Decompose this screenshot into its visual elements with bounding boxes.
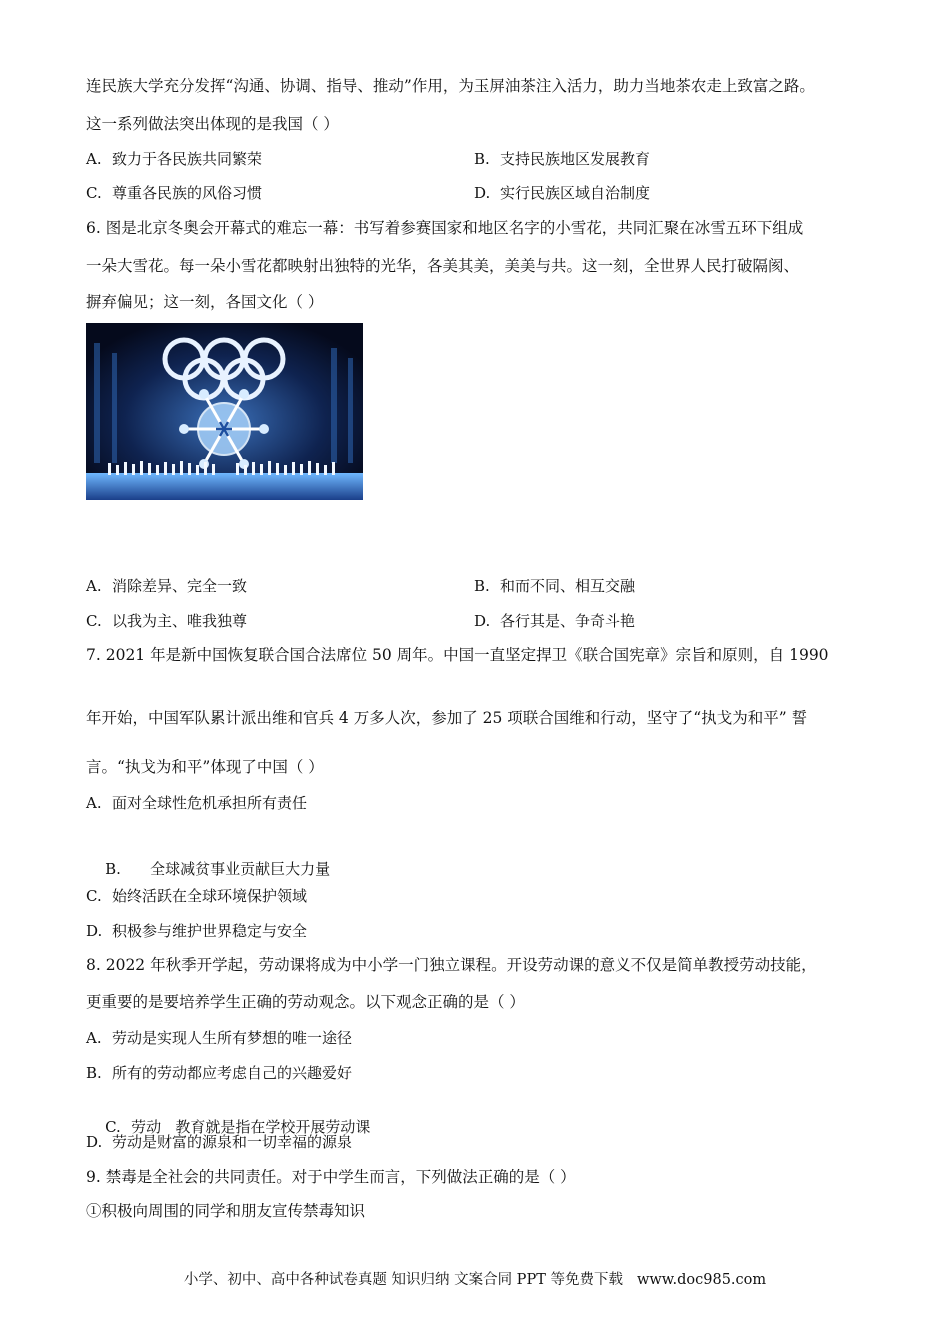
q8-stem-line-1: 8. 2022 年秋季开学起，劳动课将成为中小学一门独立课程。开设劳动课的意义不仅是简单教授劳动技能，	[86, 956, 817, 974]
q6-option-a	[86, 576, 247, 596]
q7-option-a	[86, 793, 307, 813]
q7-stem-line-1: 7. 2021 年是新中国恢复联合国合法席位 50 周年。中国一直坚定捍卫《联合国宪章》宗旨和原则，自 1990	[86, 646, 829, 664]
q6-option-c	[86, 611, 247, 631]
q9-stem-line-1: 9. 禁毒是全社会的共同责任。对于中学生而言，下列做法正确的是（ ）	[86, 1168, 576, 1186]
option-key: A.	[86, 577, 102, 595]
q8-stem-line-2: 更重要的是要培养学生正确的劳动观念。以下观念正确的是（ ）	[86, 993, 525, 1011]
q5-stem-line-1: 连民族大学充分发挥“沟通、协调、指导、推动”作用，为玉屏油茶注入活力，助力当地茶农走上致富之路。	[86, 77, 815, 95]
footer-text: 小学、初中、高中各种试卷真题 知识归纳 文案合同 PPT 等免费下载	[183, 1272, 623, 1288]
option-key: B.	[474, 577, 490, 595]
option-text: 劳动 教育就是指在学校开展劳动课	[131, 1118, 371, 1136]
q6-stem-line-2: 一朵大雪花。每一朵小雪花都映射出独特的光华，各美其美，美美与共。这一刻，全世界人民打破隔阂、	[86, 257, 800, 275]
option-key: C.	[105, 1118, 121, 1136]
option-text: 面对全球性危机承担所有责任	[112, 794, 308, 812]
option-text: 全球减贫事业贡献巨大力量	[131, 860, 331, 878]
option-text: 致力于各民族共同繁荣	[112, 150, 263, 168]
option-key: B.	[86, 1064, 102, 1082]
q5-option-a	[86, 149, 262, 169]
option-key: B.	[474, 150, 490, 168]
q8-option-d	[86, 1132, 352, 1152]
q8-option-a	[86, 1028, 352, 1048]
option-key: D.	[474, 184, 491, 202]
option-text: 所有的劳动都应考虑自己的兴趣爱好	[112, 1064, 353, 1082]
q6-option-b	[474, 576, 635, 596]
option-text: 劳动是实现人生所有梦想的唯一途径	[112, 1029, 353, 1047]
q7-stem-line-3: 言。“执戈为和平”体现了中国（ ）	[86, 758, 324, 776]
q6-option-d	[474, 611, 635, 631]
footer-link[interactable]: www.doc985.com	[636, 1272, 767, 1288]
q5-stem-line-2: 这一系列做法突出体现的是我国（ ）	[86, 115, 339, 133]
olympic-snowflake-photo	[86, 323, 363, 500]
q7-option-d	[86, 921, 307, 941]
olympic-rings-snowflake-icon	[86, 323, 363, 500]
option-text: 消除差异、完全一致	[112, 577, 248, 595]
option-key: B.	[105, 860, 121, 878]
option-key: C.	[86, 612, 102, 630]
option-text: 支持民族地区发展教育	[500, 150, 651, 168]
option-text: 和而不同、相互交融	[500, 577, 636, 595]
option-key: A.	[86, 794, 102, 812]
option-key: A.	[86, 1029, 102, 1047]
option-key: C.	[86, 184, 102, 202]
q8-option-b	[86, 1063, 352, 1083]
option-key: A.	[86, 150, 102, 168]
option-text: 劳动是财富的源泉和一切幸福的源泉	[112, 1133, 353, 1151]
option-text: 始终活跃在全球环境保护领域	[112, 887, 308, 905]
q6-stem-line-3: 摒弃偏见；这一刻，各国文化（ ）	[86, 293, 324, 311]
option-text: 尊重各民族的风俗习惯	[112, 184, 263, 202]
option-text: 以我为主、唯我独尊	[112, 612, 248, 630]
q5-option-b	[474, 149, 650, 169]
option-key: D.	[474, 612, 491, 630]
page-footer	[0, 1268, 950, 1289]
q5-option-d	[474, 183, 650, 203]
q7-option-c	[86, 886, 307, 906]
option-key: C.	[86, 887, 102, 905]
option-text: 积极参与维护世界稳定与安全	[112, 922, 308, 940]
q6-stem-line-1: 6. 图是北京冬奥会开幕式的难忘一幕：书写着参赛国家和地区名字的小雪花，共同汇聚在冰雪五环下组成	[86, 219, 804, 237]
q9-item-1: ①积极向周围的同学和朋友宣传禁毒知识	[86, 1202, 366, 1220]
option-key: D.	[86, 1133, 103, 1151]
option-text: 各行其是、争奇斗艳	[500, 612, 636, 630]
q7-stem-line-2: 年开始，中国军队累计派出维和官兵 4 万多人次，参加了 25 项联合国维和行动，坚守了“执戈为和平” 誓	[86, 709, 808, 727]
option-text: 实行民族区域自治制度	[500, 184, 651, 202]
option-key: D.	[86, 922, 103, 940]
q5-option-c	[86, 183, 262, 203]
